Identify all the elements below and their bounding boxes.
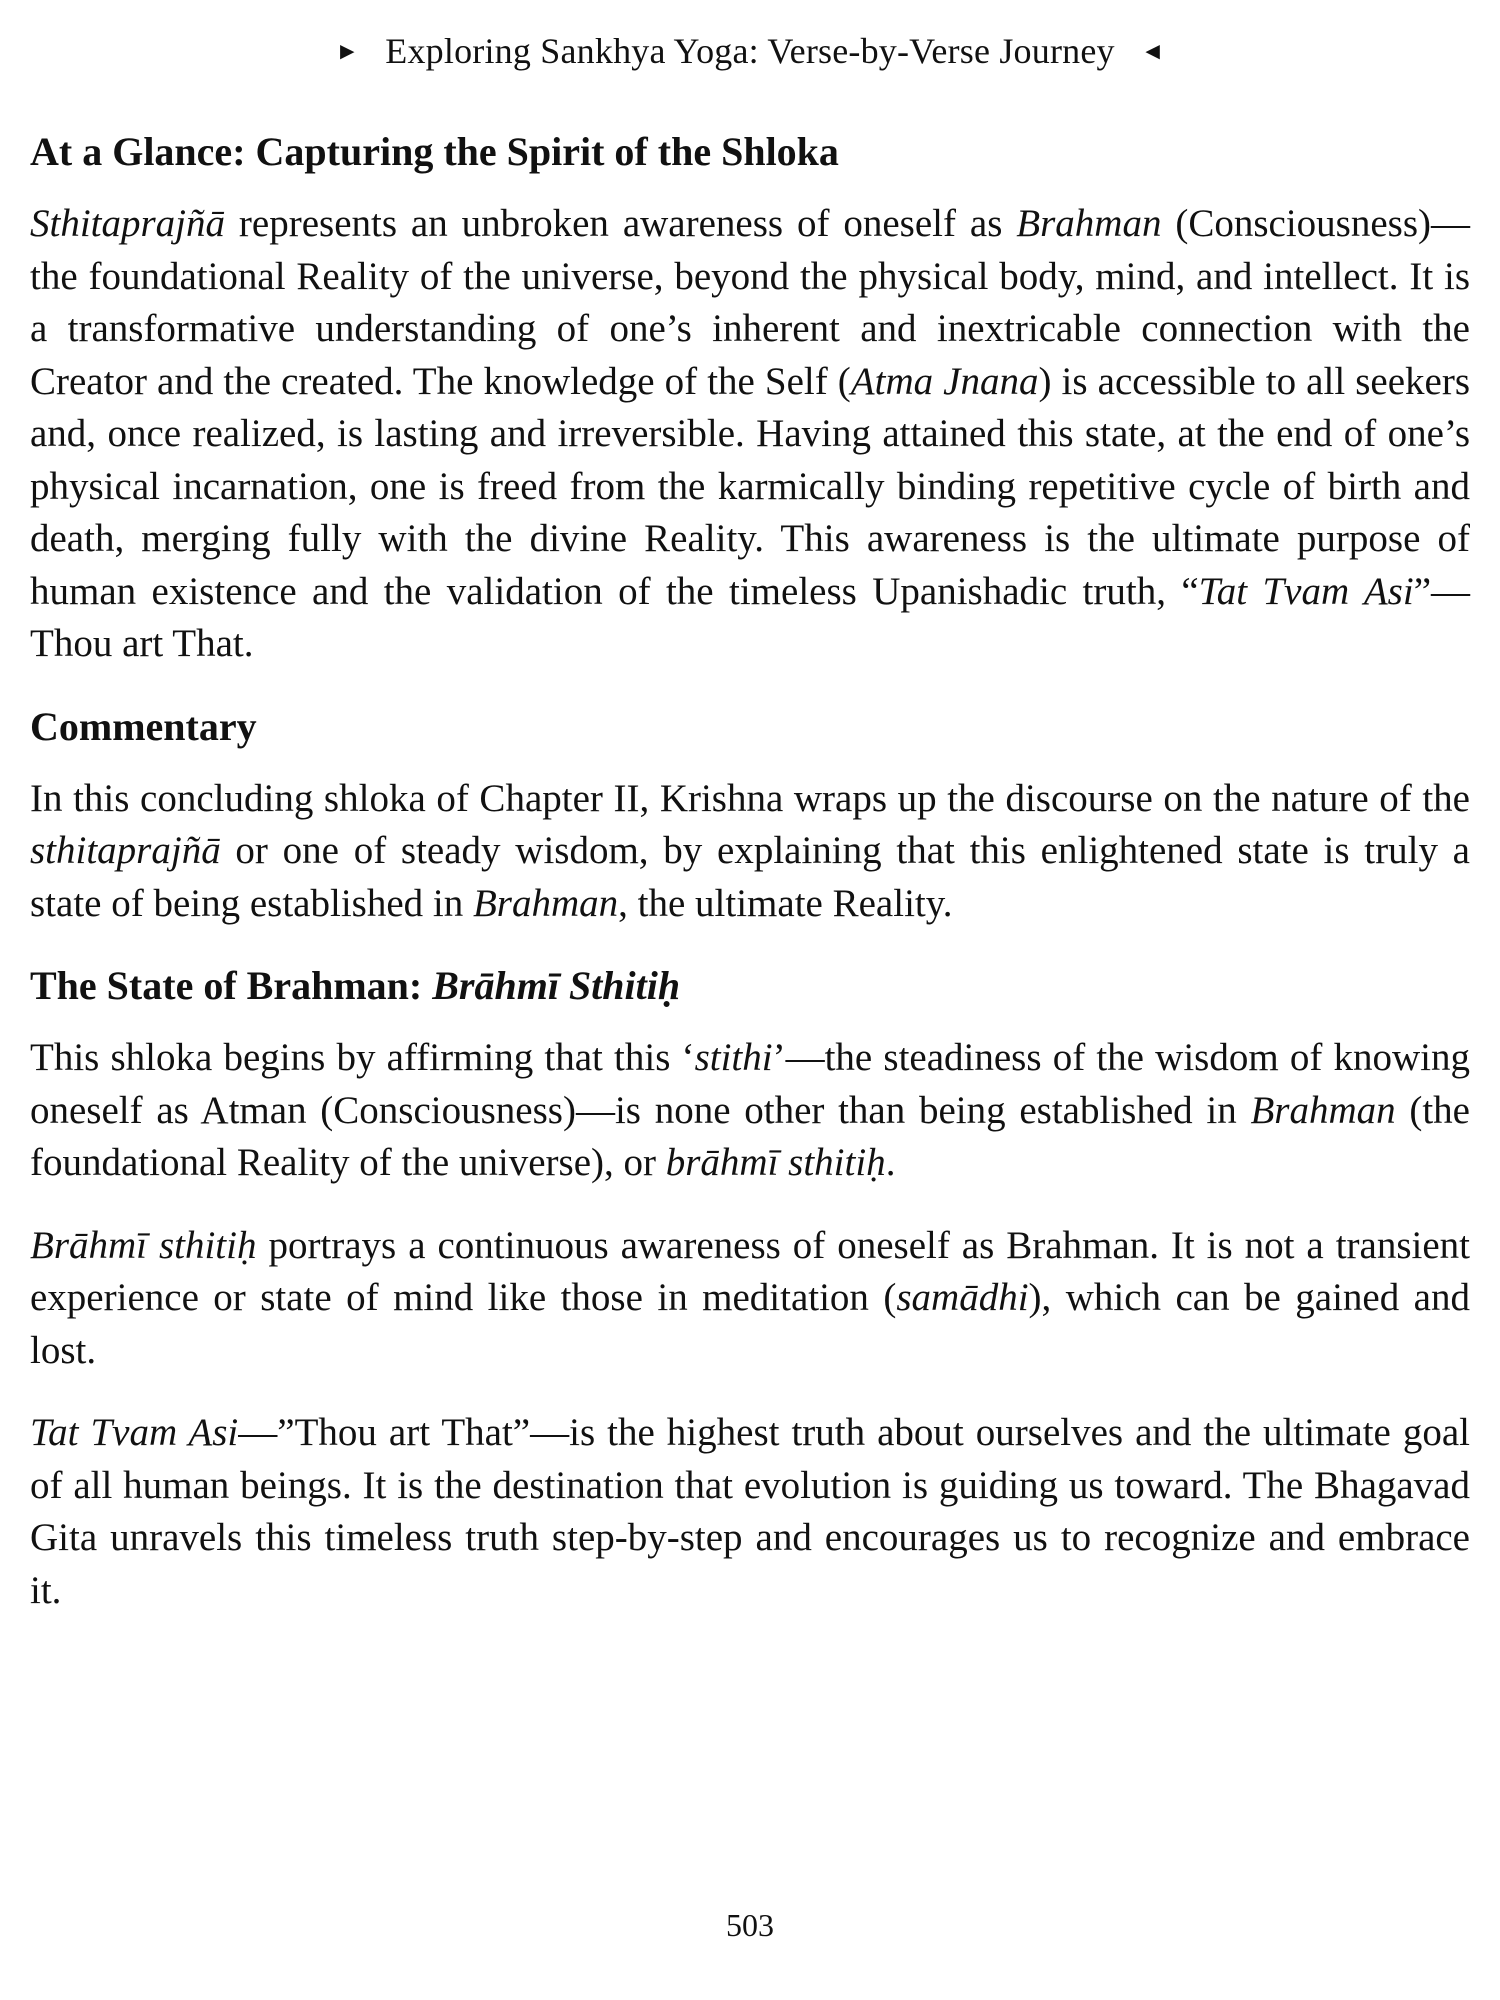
running-header — [30, 24, 1470, 79]
paragraph-state-1: This shloka begins by affirming that this ‘stithi’—the steadiness of the wisdom of knowing oneself as Atman (Consciousness)—is none other than being established in Brahman (the foundational Reality of the universe), or brāhmī sthitiḥ. — [30, 1036, 1471, 1184]
paragraph-state-3: Tat Tvam Asi—”Thou art That”—is the highest truth about ourselves and the ultimate goal of all human beings. It is the destination that evolution is guiding us toward. The Bhagavad Gita unravels this timeless truth step-by-step and encourages us to recognize and embrace it. — [30, 1411, 1471, 1612]
section-heading-commentary: Commentary — [30, 703, 257, 749]
running-header-title: Exploring Sankhya Yoga: Verse-by-Verse Journey — [385, 31, 1115, 71]
page-content — [30, 126, 1470, 1617]
left-pointer-icon: ◄ — [1140, 39, 1165, 65]
book-page — [30, 0, 1470, 2000]
paragraph-state-2: Brāhmī sthitiḥ portrays a continuous awareness of oneself as Brahman. It is not a transient experience or state of mind like those in meditation (samādhi), which can be gained and lost. — [30, 1223, 1470, 1372]
section-heading-at-a-glance: At a Glance: Capturing the Spirit of the Shloka — [30, 129, 839, 174]
paragraph-commentary: In this concluding shloka of Chapter II, Krishna wraps up the discourse on the nature of the sthitaprajñā or one of steady wisdom, by explaining that this enlightened state is truly a state of being established in Brahman, the ultimate Reality. — [30, 776, 1470, 925]
section-heading-state-of-brahman: The State of Brahman: Brāhmī Sthitiḥ — [30, 963, 681, 1008]
paragraph-at-a-glance: Sthitaprajñā represents an unbroken awareness of oneself as Brahman (Consciousness)—the foundational Reality of the universe, beyond the physical body, mind, and intellect. It is a transformative understanding of one’s inherent and inextricable connection with the Creator and the created. The knowledge of the Self (Atma Jnana) is accessible to all seekers and, once realized, is lasting and irreversible. Having attained this state, at the end of one’s physical incarnation, one is freed from the karmically binding repetitive cycle of birth and death, merging fully with the divine Reality. This awareness is the ultimate purpose of human existence and the validation of the timeless Upanishadic truth, “Tat Tvam Asi”—Thou art That. — [30, 202, 1471, 665]
right-pointer-icon: ► — [335, 39, 360, 65]
page-number: 503 — [726, 1907, 774, 1943]
